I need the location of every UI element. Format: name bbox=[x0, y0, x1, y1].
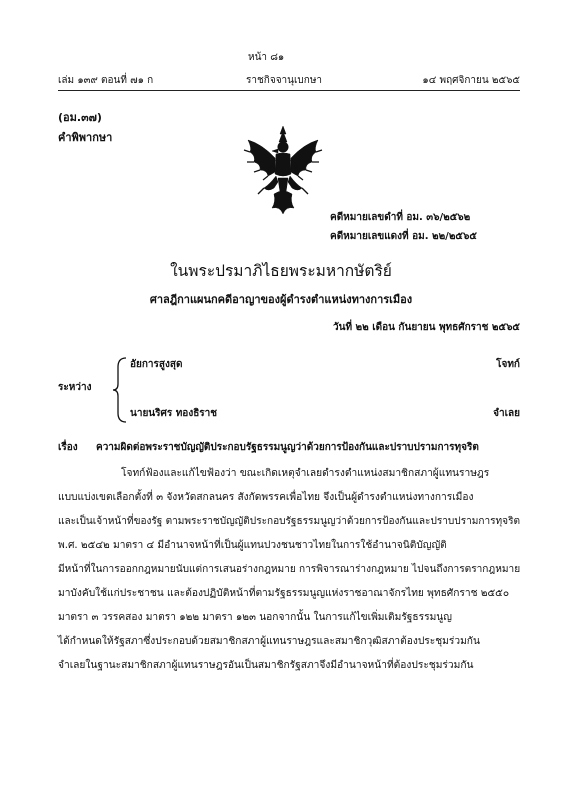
body-line-8: ได้กำหนดให้รัฐสภาซึ่งประกอบด้วยสมาชิกสภาผู้แทนราษฎรและสมาชิกวุฒิสภาต้องประชุมร่วมกัน bbox=[58, 636, 480, 647]
subject-label: เรื่อง bbox=[58, 442, 78, 453]
page-number: หน้า ๘๑ bbox=[248, 52, 285, 63]
parties-brace bbox=[112, 357, 128, 427]
gazette-date: ๑๔ พฤศจิกายน ๒๕๖๕ bbox=[422, 75, 520, 86]
body-line-1: โจทก์ฟ้องและแก้ไขฟ้องว่า ขณะเกิดเหตุจำเลยดำรงตำแหน่งสมาชิกสภาผู้แทนราษฎร bbox=[121, 468, 490, 479]
body-line-4: พ.ศ. ๒๕๔๒ มาตรา ๔ มีอำนาจหน้าที่เป็นผู้แทนปวงชนชาวไทยในการใช้อำนาจนิติบัญญัติ bbox=[58, 540, 447, 551]
defendant-role: จำเลย bbox=[493, 408, 520, 419]
body-line-5: มีหน้าที่ในการออกกฎหมายนับแต่การเสนอร่างกฎหมาย การพิจารณาร่างกฎหมาย ไปจนถึงการตรากฎหมาย bbox=[58, 564, 521, 575]
body-line-9: จำเลยในฐานะสมาชิกสภาผู้แทนราษฎรอันเป็นสมาชิกรัฐสภาจึงมีอำนาจหน้าที่ต้องประชุมร่วมกัน bbox=[58, 660, 474, 671]
defendant-name: นายนริศร ทองธิราช bbox=[130, 408, 218, 419]
gazette-name: ราชกิจจานุเบกษา bbox=[246, 75, 323, 86]
form-code: (อม.๓๗) bbox=[58, 111, 102, 124]
gazette-volume: เล่ม ๑๓๙ ตอนที่ ๗๑ ก bbox=[58, 75, 154, 86]
header-rule bbox=[58, 90, 520, 91]
body-line-2: แบบแบ่งเขตเลือกตั้งที่ ๓ จังหวัดสกลนคร สังกัดพรรคเพื่อไทย จึงเป็นผู้ดำรงตำแหน่งทางการเมือง bbox=[58, 492, 474, 503]
body-line-6: มาบังคับใช้แก่ประชาชน และต้องปฏิบัติหน้าที่ตามรัฐธรรมนูญแห่งราชอาณาจักรไทย พุทธศักราช ๒๕๕๐ bbox=[58, 588, 510, 599]
case-red-number: คดีหมายเลขแดงที่ อม. ๒๒/๒๕๖๕ bbox=[330, 231, 477, 242]
court-name: ศาลฎีกาแผนกคดีอาญาของผู้ดำรงตำแหน่งทางการเมือง bbox=[149, 293, 413, 306]
document-type: คำพิพากษา bbox=[58, 131, 113, 144]
plaintiff-role: โจทก์ bbox=[496, 359, 520, 370]
subject-text: ความผิดต่อพระราชบัญญัติประกอบรัฐธรรมนูญว่าด้วยการป้องกันและปราบปรามการทุจริต bbox=[96, 442, 479, 453]
judgment-date: วันที่ ๒๒ เดือน กันยายน พุทธศักราช ๒๕๖๕ bbox=[333, 322, 520, 333]
body-line-7: มาตรา ๓ วรรคสอง มาตรา ๑๒๒ มาตรา ๑๒๓ นอกจากนั้น ในการแก้ไขเพิ่มเติมรัฐธรรมนูญ bbox=[58, 612, 452, 623]
between-label: ระหว่าง bbox=[58, 382, 92, 393]
body-line-3: และเป็นเจ้าหน้าที่ของรัฐ ตามพระราชบัญญัติประกอบรัฐธรรมนูญว่าด้วยการป้องกันและปราบปรามการทุจริต bbox=[58, 516, 521, 527]
case-black-number: คดีหมายเลขดำที่ อม. ๓๖/๒๕๖๒ bbox=[330, 212, 471, 223]
plaintiff-name: อัยการสูงสุด bbox=[130, 359, 183, 370]
garuda-emblem-icon bbox=[234, 122, 332, 220]
royal-title: ในพระปรมาภิไธยพระมหากษัตริย์ bbox=[170, 262, 392, 280]
